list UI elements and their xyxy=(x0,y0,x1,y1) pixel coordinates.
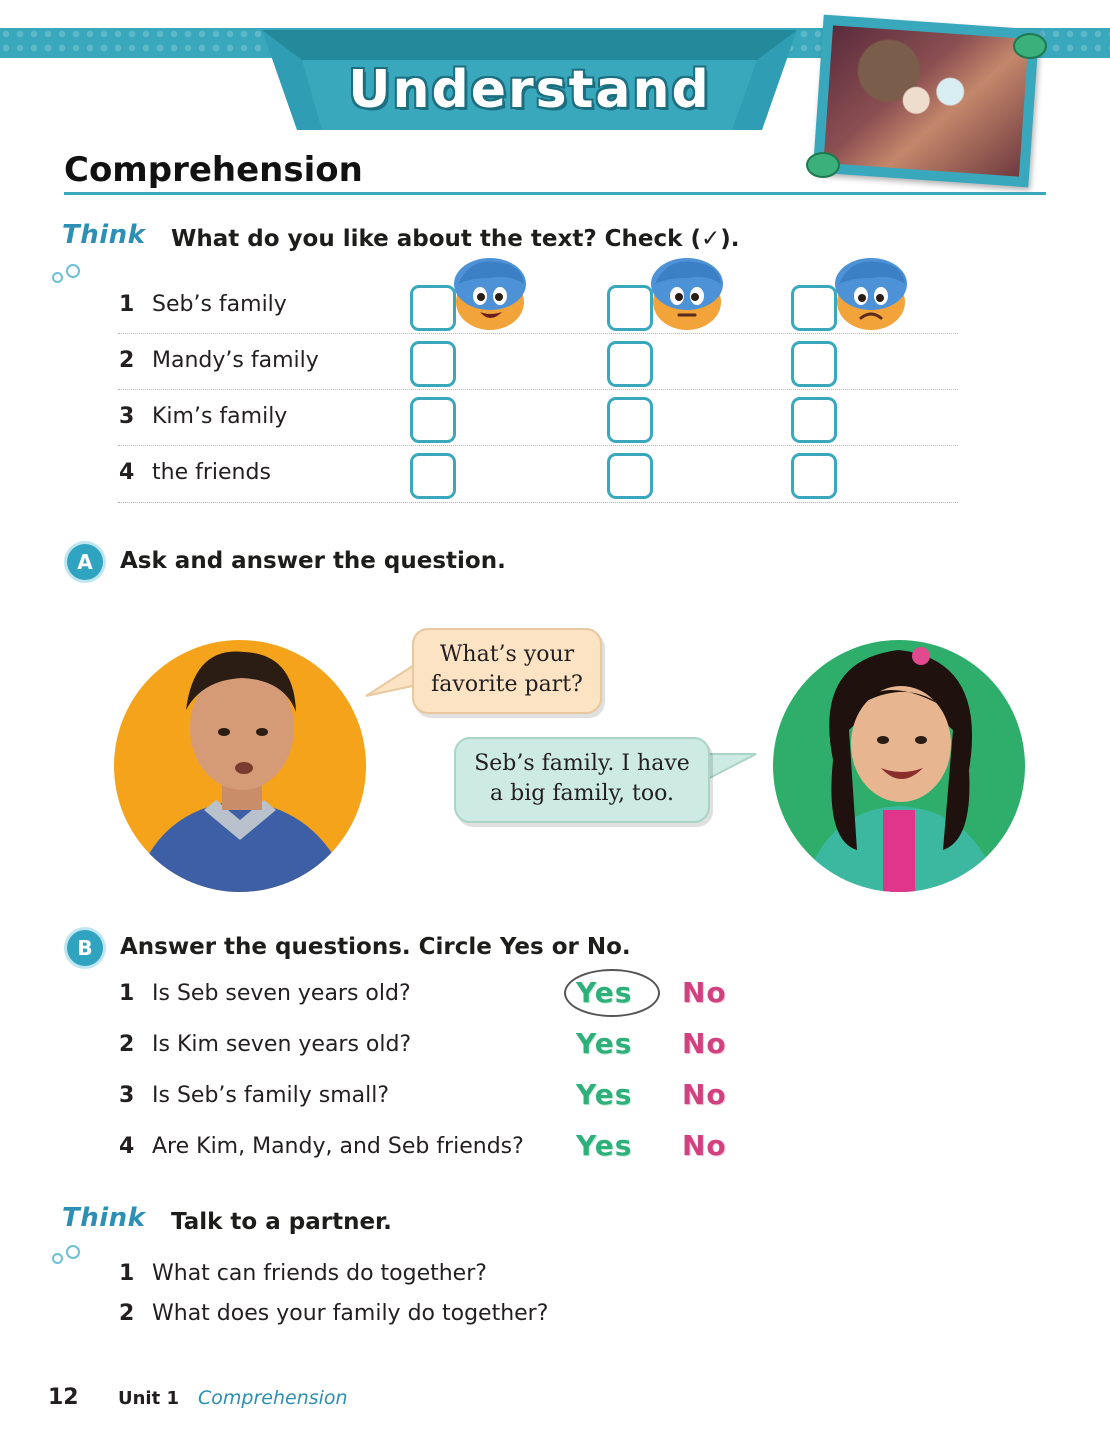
section-divider xyxy=(64,192,1046,195)
question-text: Is Seb’s family small? xyxy=(152,1083,390,1108)
question-text: Are Kim, Mandy, and Seb friends? xyxy=(152,1134,524,1159)
think-badge xyxy=(52,1199,160,1245)
bubble-line: What’s your xyxy=(439,642,575,667)
row-divider xyxy=(118,502,958,503)
yes-option[interactable]: Yes xyxy=(576,1078,633,1111)
think-label: Think xyxy=(62,1203,146,1233)
item-text: Kim’s family xyxy=(152,404,288,429)
unit-label: Unit 1 xyxy=(118,1388,179,1409)
item-number: 3 xyxy=(119,1083,135,1108)
thought-bubble-icon xyxy=(66,264,80,278)
checkbox[interactable] xyxy=(607,341,653,387)
question-text: Is Kim seven years old? xyxy=(152,1032,412,1057)
think1-instruction: What do you like about the text? Check (✓). xyxy=(171,226,740,252)
item-number: 1 xyxy=(119,292,135,317)
activity-a-instruction: Ask and answer the question. xyxy=(120,548,506,574)
item-text: Mandy’s family xyxy=(152,348,319,373)
bubble-line: Seb’s family. I have xyxy=(474,751,690,776)
row-divider xyxy=(118,445,958,446)
question-text: Is Seb seven years old? xyxy=(152,981,411,1006)
thought-bubble-icon xyxy=(52,1253,63,1264)
yes-option[interactable]: Yes xyxy=(576,1027,633,1060)
button-decoration xyxy=(806,152,840,178)
item-number: 1 xyxy=(119,981,135,1006)
bubble-line: a big family, too. xyxy=(490,781,674,806)
item-number: 4 xyxy=(119,460,135,485)
no-option[interactable]: No xyxy=(682,1129,727,1162)
thought-bubble-icon xyxy=(66,1245,80,1259)
item-number: 2 xyxy=(119,1301,135,1326)
think-badge xyxy=(52,216,160,262)
checkbox[interactable] xyxy=(410,397,456,443)
checkbox[interactable] xyxy=(791,453,837,499)
boy-photo xyxy=(114,640,366,892)
page-number: 12 xyxy=(48,1385,79,1410)
item-number: 1 xyxy=(119,1261,135,1286)
button-decoration xyxy=(1013,33,1047,59)
activity-b-instruction: Answer the questions. Circle Yes or No. xyxy=(120,934,631,960)
item-text: the friends xyxy=(152,460,271,485)
item-number: 4 xyxy=(119,1134,135,1159)
section-title: Comprehension xyxy=(64,150,363,190)
neutral-face-icon xyxy=(647,254,727,334)
no-option[interactable]: No xyxy=(682,976,727,1009)
thought-bubble-icon xyxy=(52,272,63,283)
footer-section: Comprehension xyxy=(198,1387,348,1409)
girl-photo xyxy=(773,640,1025,892)
item-number: 2 xyxy=(119,1032,135,1057)
activity-a-badge: A xyxy=(67,544,103,580)
activity-b-badge: B xyxy=(67,930,103,966)
yes-option[interactable]: Yes xyxy=(576,1129,633,1162)
yes-option[interactable]: Yes xyxy=(576,976,633,1009)
discussion-question: What does your family do together? xyxy=(152,1301,549,1326)
header-photo xyxy=(813,15,1039,188)
happy-face-icon xyxy=(450,254,530,334)
no-option[interactable]: No xyxy=(682,1078,727,1111)
bubble-line: favorite part? xyxy=(431,672,583,697)
think2-instruction: Talk to a partner. xyxy=(171,1209,392,1235)
checkbox[interactable] xyxy=(410,453,456,499)
item-number: 3 xyxy=(119,404,135,429)
bracelet-photo xyxy=(823,25,1028,176)
speech-bubble xyxy=(454,737,710,823)
item-text: Seb’s family xyxy=(152,292,287,317)
checkbox[interactable] xyxy=(791,397,837,443)
speech-bubble xyxy=(412,628,602,714)
page-title: Understand xyxy=(348,60,711,120)
checkbox[interactable] xyxy=(607,397,653,443)
checkbox[interactable] xyxy=(791,341,837,387)
no-option[interactable]: No xyxy=(682,1027,727,1060)
checkbox[interactable] xyxy=(607,453,653,499)
item-number: 2 xyxy=(119,348,135,373)
checkbox[interactable] xyxy=(410,341,456,387)
discussion-question: What can friends do together? xyxy=(152,1261,487,1286)
think-label: Think xyxy=(62,220,146,250)
sad-face-icon xyxy=(831,254,911,334)
row-divider xyxy=(118,389,958,390)
